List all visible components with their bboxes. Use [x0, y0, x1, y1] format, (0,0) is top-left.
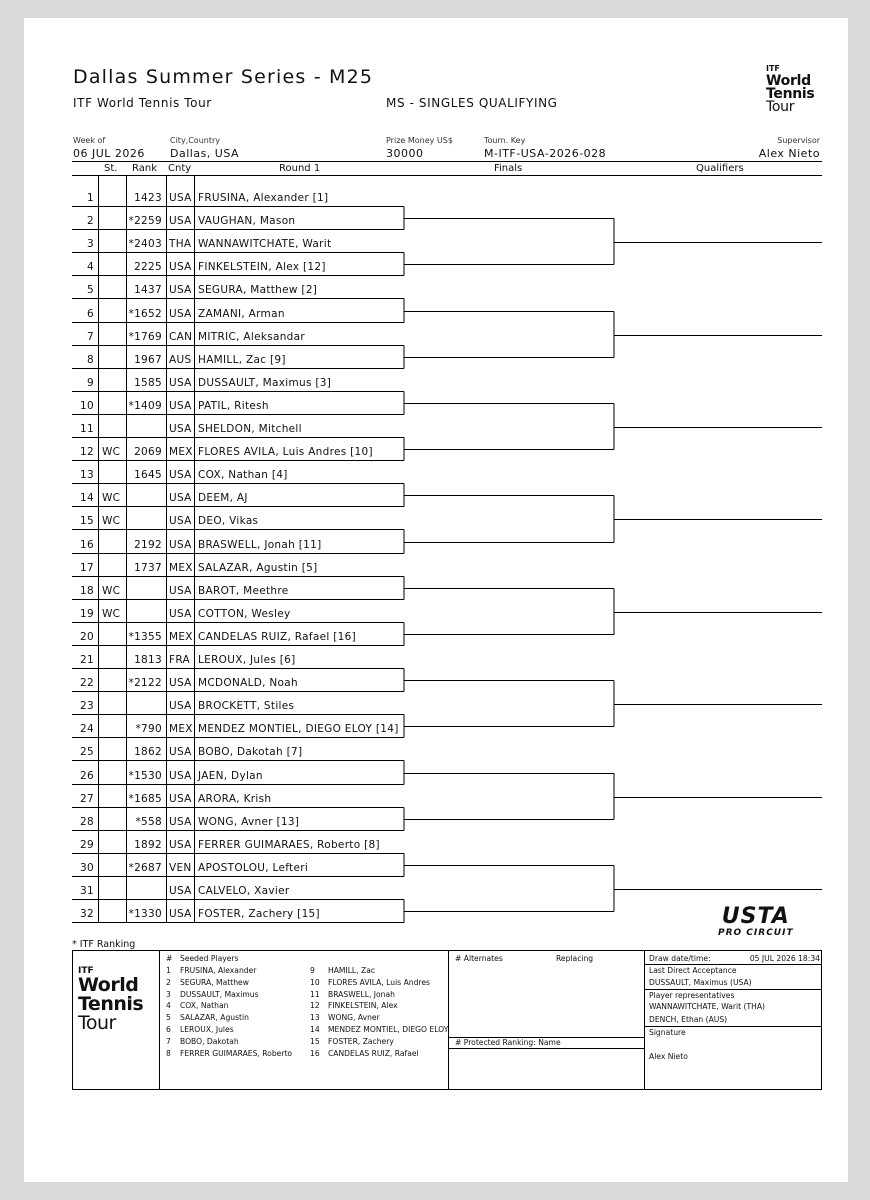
player-name: SALAZAR, Agustin [5]: [198, 562, 318, 574]
player-name: WONG, Avner [13]: [198, 816, 300, 828]
seed-name: MENDEZ MONTIEL, DIEGO ELOY: [328, 1025, 449, 1034]
player-rank: *1355: [128, 631, 162, 643]
footer-itf-logo-line1: World: [78, 974, 139, 996]
draw-position: 22: [80, 677, 94, 689]
player-country: MEX: [169, 723, 193, 735]
footer-divider-2: [448, 950, 449, 1090]
draw-position: 13: [80, 469, 94, 481]
seed-number: 5: [166, 1013, 171, 1023]
player-name: ZAMANI, Arman: [198, 308, 285, 320]
draw-position: 10: [80, 400, 94, 412]
draw-position: 32: [80, 908, 94, 920]
draw-position: 15: [80, 515, 94, 527]
seed-name: FERRER GUIMARAES, Roberto: [180, 1048, 293, 1058]
player-rank: *558: [135, 816, 162, 828]
player-country: USA: [169, 885, 192, 897]
seed-number: 4: [166, 1001, 171, 1011]
player-name: CANDELAS RUIZ, Rafael [16]: [198, 631, 357, 643]
player-rank: 2225: [134, 261, 162, 273]
seed-number: 12: [310, 1001, 320, 1011]
player-country: USA: [169, 585, 192, 597]
player-name: FINKELSTEIN, Alex [12]: [198, 261, 326, 273]
player-country: FRA: [169, 654, 190, 666]
player-name: DUSSAULT, Maximus [3]: [198, 377, 332, 389]
footer-itf-logo-line2: Tennis: [78, 993, 144, 1015]
player-rank: *2687: [128, 862, 162, 874]
itf-logo-itf: ITF: [766, 64, 780, 73]
seeded-hash: #: [166, 954, 173, 963]
draw-date-label: Draw date/time:: [649, 954, 711, 963]
draw-position: 28: [80, 816, 94, 828]
player-name: CALVELO, Xavier: [198, 885, 290, 897]
seeded-title: Seeded Players: [180, 954, 239, 963]
player-rank: *1769: [128, 331, 162, 343]
seed-name: LEROUX, Jules: [180, 1025, 234, 1034]
player-country: USA: [169, 677, 192, 689]
seed-name: SALAZAR, Agustin: [180, 1013, 249, 1023]
player-country: USA: [169, 839, 192, 851]
col-qualifiers: Qualifiers: [696, 163, 744, 174]
seed-name: HAMILL, Zac: [328, 966, 376, 975]
entry-status: WC: [102, 492, 121, 504]
player-rank: *2259: [128, 215, 162, 227]
player-country: VEN: [169, 862, 192, 874]
player-country: USA: [169, 423, 192, 435]
seed-number: 14: [310, 1025, 320, 1034]
seed-name: FRUSINA, Alexander: [180, 966, 257, 975]
seed-number: 13: [310, 1013, 320, 1023]
seed-number: 16: [310, 1048, 320, 1058]
draw-position: 9: [87, 377, 94, 389]
player-country: USA: [169, 816, 192, 828]
draw-position: 25: [80, 746, 94, 758]
player-name: BOBO, Dakotah [7]: [198, 746, 303, 758]
player-rank: 1813: [134, 654, 162, 666]
player-rank: 1892: [134, 839, 162, 851]
draw-position: 11: [80, 423, 94, 435]
rep-1: WANNAWITCHATE, Warit (THA): [649, 1002, 766, 1011]
tourn-key-value: M-ITF-USA-2026-028: [484, 147, 607, 160]
player-name: COTTON, Wesley: [198, 608, 291, 620]
protected-title: # Protected Ranking: Name: [455, 1038, 561, 1047]
player-name: COX, Nathan [4]: [198, 469, 288, 481]
draw-position: 21: [80, 654, 94, 666]
draw-position: 12: [80, 446, 94, 458]
draw-position: 16: [80, 539, 94, 551]
player-name: MENDEZ MONTIEL, DIEGO ELOY [14]: [198, 723, 399, 735]
col-st: St.: [104, 163, 118, 174]
player-name: JAEN, Dylan: [198, 770, 263, 782]
seed-name: CANDELAS RUIZ, Rafael: [328, 1048, 419, 1058]
entry-status: WC: [102, 608, 121, 620]
player-rank: 1645: [134, 469, 162, 481]
player-country: USA: [169, 492, 192, 504]
player-name: DEEM, AJ: [198, 492, 248, 504]
player-name: BROCKETT, Stiles: [198, 700, 295, 712]
draw-position: 18: [80, 585, 94, 597]
player-name: SEGURA, Matthew [2]: [198, 284, 318, 296]
player-name: BRASWELL, Jonah [11]: [198, 539, 322, 551]
seed-name: COX, Nathan: [180, 1001, 229, 1011]
col-round1: Round 1: [279, 163, 321, 174]
player-name: MCDONALD, Noah: [198, 677, 298, 689]
seed-number: 9: [310, 966, 315, 975]
player-rank: *1685: [128, 793, 162, 805]
event-name: MS - SINGLES QUALIFYING: [386, 96, 558, 110]
footer-itf-logo-line3: Tour: [78, 1012, 116, 1034]
player-country: USA: [169, 608, 192, 620]
col-rank: Rank: [132, 163, 157, 174]
draw-position: 24: [80, 723, 94, 735]
player-country: USA: [169, 284, 192, 296]
player-name: BAROT, Meethre: [198, 585, 289, 597]
itf-logo-line2: Tennis: [766, 86, 815, 102]
seed-number: 8: [166, 1048, 171, 1058]
prize-value: 30000: [386, 147, 424, 160]
signature-label: Signature: [649, 1028, 686, 1037]
player-name: PATIL, Ritesh: [198, 400, 269, 412]
seed-number: 6: [166, 1025, 171, 1034]
draw-position: 27: [80, 793, 94, 805]
player-country: MEX: [169, 562, 193, 574]
seed-name: DUSSAULT, Maximus: [180, 989, 259, 999]
player-country: USA: [169, 700, 192, 712]
itf-ranking-note: * ITF Ranking: [72, 939, 136, 950]
player-name: APOSTOLOU, Lefteri: [198, 862, 309, 874]
player-country: USA: [169, 215, 192, 227]
player-name: LEROUX, Jules [6]: [198, 654, 296, 666]
seed-name: FINKELSTEIN, Alex: [328, 1001, 398, 1011]
lda-label: Last Direct Acceptance: [649, 966, 737, 975]
player-name: VAUGHAN, Mason: [198, 215, 296, 227]
signature-value: Alex Nieto: [649, 1052, 688, 1061]
week-value: 06 JUL 2026: [73, 147, 145, 160]
footer-itf-logo-itf: ITF: [78, 966, 94, 976]
draw-position: 20: [80, 631, 94, 643]
entry-status: WC: [102, 585, 121, 597]
usta-logo-text: USTA: [721, 904, 790, 929]
player-rank: *1409: [128, 400, 162, 412]
player-country: USA: [169, 400, 192, 412]
player-name: ARORA, Krish: [198, 793, 272, 805]
player-country: USA: [169, 746, 192, 758]
draw-position: 3: [87, 238, 94, 250]
supervisor-label: Supervisor: [777, 136, 820, 145]
seed-name: FLORES AVILA, Luis Andres: [328, 977, 430, 987]
player-rank: *1330: [128, 908, 162, 920]
footer-divider-3: [644, 950, 645, 1090]
seed-number: 3: [166, 989, 171, 999]
seed-number: 10: [310, 977, 320, 987]
seed-number: 7: [166, 1036, 171, 1046]
player-name: MITRIC, Aleksandar: [198, 331, 305, 343]
draw-position: 14: [80, 492, 94, 504]
city-value: Dallas, USA: [170, 147, 240, 160]
seed-number: 1: [166, 966, 171, 975]
footer-itf-logo: [78, 966, 143, 1033]
player-country: THA: [169, 238, 192, 250]
player-name: WANNAWITCHATE, Warit: [198, 238, 332, 250]
player-country: USA: [169, 515, 192, 527]
player-name: FLORES AVILA, Luis Andres [10]: [198, 446, 373, 458]
draw-position: 4: [87, 261, 94, 273]
bracket-lines: [404, 207, 822, 923]
footer-divider-1: [159, 950, 160, 1090]
tour-name: ITF World Tennis Tour: [73, 96, 212, 110]
player-country: USA: [169, 770, 192, 782]
seed-number: 15: [310, 1036, 320, 1046]
player-name: FERRER GUIMARAES, Roberto [8]: [198, 839, 380, 851]
player-rank: 1862: [134, 746, 162, 758]
seed-name: SEGURA, Matthew: [180, 977, 249, 987]
seed-name: FOSTER, Zachery: [328, 1036, 394, 1046]
player-rank: 1737: [134, 562, 162, 574]
tournament-title: Dallas Summer Series - M25: [73, 66, 374, 88]
seed-name: WONG, Avner: [328, 1013, 380, 1023]
draw-position: 8: [87, 354, 94, 366]
player-country: MEX: [169, 631, 193, 643]
player-name: SHELDON, Mitchell: [198, 423, 302, 435]
col-finals: Finals: [494, 163, 523, 174]
draw-position: 6: [87, 308, 94, 320]
city-label: City,Country: [170, 136, 221, 145]
seed-number: 2: [166, 977, 171, 987]
draw-sheet: [24, 18, 848, 1182]
week-label: Week of: [73, 136, 106, 145]
player-country: CAN: [169, 331, 193, 343]
itf-logo-line1: World: [766, 73, 811, 89]
usta-pro-circuit: PRO CIRCUIT: [718, 928, 794, 938]
info-rule-1: [644, 964, 822, 965]
entry-status: WC: [102, 446, 121, 458]
info-rule-3: [644, 1026, 822, 1027]
player-rank: *1530: [128, 770, 162, 782]
replacing-label: Replacing: [556, 954, 594, 963]
draw-position: 23: [80, 700, 94, 712]
draw-position: 2: [87, 215, 94, 227]
player-rank: *790: [135, 723, 162, 735]
draw-date-value: 05 JUL 2026 18:34: [749, 954, 820, 963]
itf-logo-line3: Tour: [766, 99, 795, 115]
player-country: USA: [169, 469, 192, 481]
player-country: USA: [169, 793, 192, 805]
usta-logo: [718, 906, 794, 938]
supervisor-value: Alex Nieto: [758, 147, 820, 160]
player-rank: 1967: [134, 354, 162, 366]
player-name: FOSTER, Zachery [15]: [198, 908, 320, 920]
player-name: HAMILL, Zac [9]: [198, 354, 286, 366]
draw-position: 17: [80, 562, 94, 574]
rep-2: DENCH, Ethan (AUS): [649, 1015, 728, 1024]
draw-position: 7: [87, 331, 94, 343]
player-rank: *1652: [128, 308, 162, 320]
draw-position: 19: [80, 608, 94, 620]
tourn-key-label: Tourn. Key: [484, 136, 526, 145]
player-country: USA: [169, 308, 192, 320]
lda-value: DUSSAULT, Maximus (USA): [649, 978, 752, 987]
player-country: USA: [169, 908, 192, 920]
player-country: USA: [169, 377, 192, 389]
player-name: FRUSINA, Alexander [1]: [198, 192, 329, 204]
prize-label: Prize Money US$: [386, 136, 453, 145]
player-country: MEX: [169, 446, 193, 458]
player-rank: 1423: [134, 192, 162, 204]
draw-position: 31: [80, 885, 94, 897]
player-rank: 1585: [134, 377, 162, 389]
draw-position: 1: [87, 192, 94, 204]
player-rank: *2403: [128, 238, 162, 250]
player-rank: *2122: [128, 677, 162, 689]
player-country: AUS: [169, 354, 192, 366]
player-country: USA: [169, 192, 192, 204]
player-country: USA: [169, 539, 192, 551]
seed-name: BOBO, Dakotah: [180, 1036, 239, 1046]
seed-name: BRASWELL, Jonah: [328, 989, 395, 999]
seed-number: 11: [310, 989, 320, 999]
draw-position: 5: [87, 284, 94, 296]
draw-position: 26: [80, 770, 94, 782]
player-country: USA: [169, 261, 192, 273]
col-cnty: Cnty: [168, 163, 192, 174]
protected-bottom-rule: [448, 1048, 644, 1049]
entry-status: WC: [102, 515, 121, 527]
player-rank: 2069: [134, 446, 162, 458]
draw-position: 30: [80, 862, 94, 874]
rep-label: Player representatives: [649, 991, 735, 1000]
alternates-title: # Alternates: [455, 954, 503, 963]
info-rule-2: [644, 989, 822, 990]
player-rank: 1437: [134, 284, 162, 296]
draw-position: 29: [80, 839, 94, 851]
player-rank: 2192: [134, 539, 162, 551]
player-name: DEO, Vikas: [198, 515, 259, 527]
